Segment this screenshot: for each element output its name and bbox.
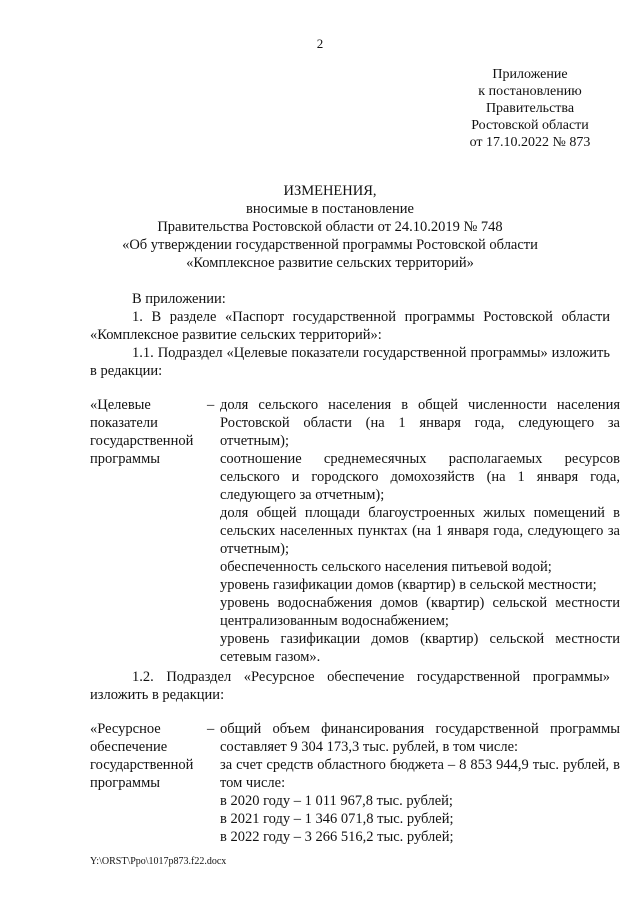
value-item: за счет средств областного бюджета – 8 853 944,9 тыс. рублей, в том числе:	[220, 757, 620, 791]
label-line: государственной	[90, 433, 194, 449]
value-item: соотношение среднемесячных располагаемых ресурсов сельского и городского домохозяйств (на 1 января года, следующего за отчетным);	[220, 451, 620, 503]
file-path-footer: Y:\ORST\Ppo\1017p873.f22.docx	[90, 856, 227, 867]
label-line: «Целевые	[90, 397, 151, 413]
item-1-2-paragraph: 1.2. Подраздел «Ресурсное обеспечение государственной программы» изложить в редакции:	[90, 669, 610, 703]
title-line: вносимые в постановление	[246, 201, 414, 217]
intro-paragraph: В приложении:	[132, 291, 226, 307]
title-line: «Об утверждении государственной программы Ростовской области	[122, 237, 538, 253]
title-line: Правительства Ростовской области от 24.10.2019 № 748	[157, 219, 503, 235]
appendix-line: от 17.10.2022 № 873	[469, 135, 591, 150]
item-1-1-paragraph: 1.1. Подраздел «Целевые показатели государственной программы» изложить в редакции:	[90, 345, 610, 379]
value-item: в 2020 году – 1 011 967,8 тыс. рублей;	[220, 793, 453, 809]
appendix-line: Ростовской области	[471, 118, 589, 133]
dash: –	[207, 721, 215, 737]
target-indicators-block	[90, 396, 620, 665]
title-line: ИЗМЕНЕНИЯ,	[283, 183, 377, 199]
appendix-line: к постановлению	[478, 84, 582, 99]
appendix-header	[430, 66, 630, 151]
value-item: доля сельского населения в общей численности населения Ростовской области (на 1 января года, следующего за отчетным);	[220, 397, 620, 449]
block-values	[220, 396, 620, 666]
appendix-line: Приложение	[492, 67, 568, 82]
block-label	[90, 396, 210, 468]
value-item: обеспеченность сельского населения питьевой водой;	[220, 559, 552, 575]
value-item: уровень водоснабжения домов (квартир) сельской местности централизованным водоснабжением;	[220, 595, 620, 629]
appendix-line: Правительства	[485, 101, 575, 116]
label-line: «Ресурсное	[90, 721, 161, 737]
document-title	[60, 182, 600, 272]
block-values	[220, 720, 620, 846]
value-item: в 2021 году – 1 346 071,8 тыс. рублей;	[220, 811, 454, 827]
label-line: программы	[90, 775, 160, 791]
label-line: программы	[90, 451, 160, 467]
label-line: обеспечение	[90, 739, 168, 755]
item-1-paragraph: 1. В разделе «Паспорт государственной программы Ростовской области «Комплексное развитие сельских территорий»:	[90, 309, 610, 343]
value-item: уровень газификации домов (квартир) сельской местности сетевым газом».	[220, 631, 620, 665]
value-item: доля общей площади благоустроенных жилых помещений в сельских населенных пунктах (на 1 января года, следующего за отчетным);	[220, 505, 620, 557]
resource-support-block	[90, 720, 620, 845]
label-line: государственной	[90, 757, 194, 773]
block-label	[90, 720, 210, 792]
value-item: уровень газификации домов (квартир) в сельской местности;	[220, 577, 597, 593]
value-item: в 2022 году – 3 266 516,2 тыс. рублей;	[220, 829, 454, 845]
value-item: общий объем финансирования государственной программы составляет 9 304 173,3 тыс. рублей, в том числе:	[220, 721, 620, 755]
label-line: показатели	[90, 415, 158, 431]
dash: –	[207, 397, 215, 413]
page-number: 2	[316, 36, 324, 51]
title-line: «Комплексное развитие сельских территорий»	[186, 255, 474, 271]
